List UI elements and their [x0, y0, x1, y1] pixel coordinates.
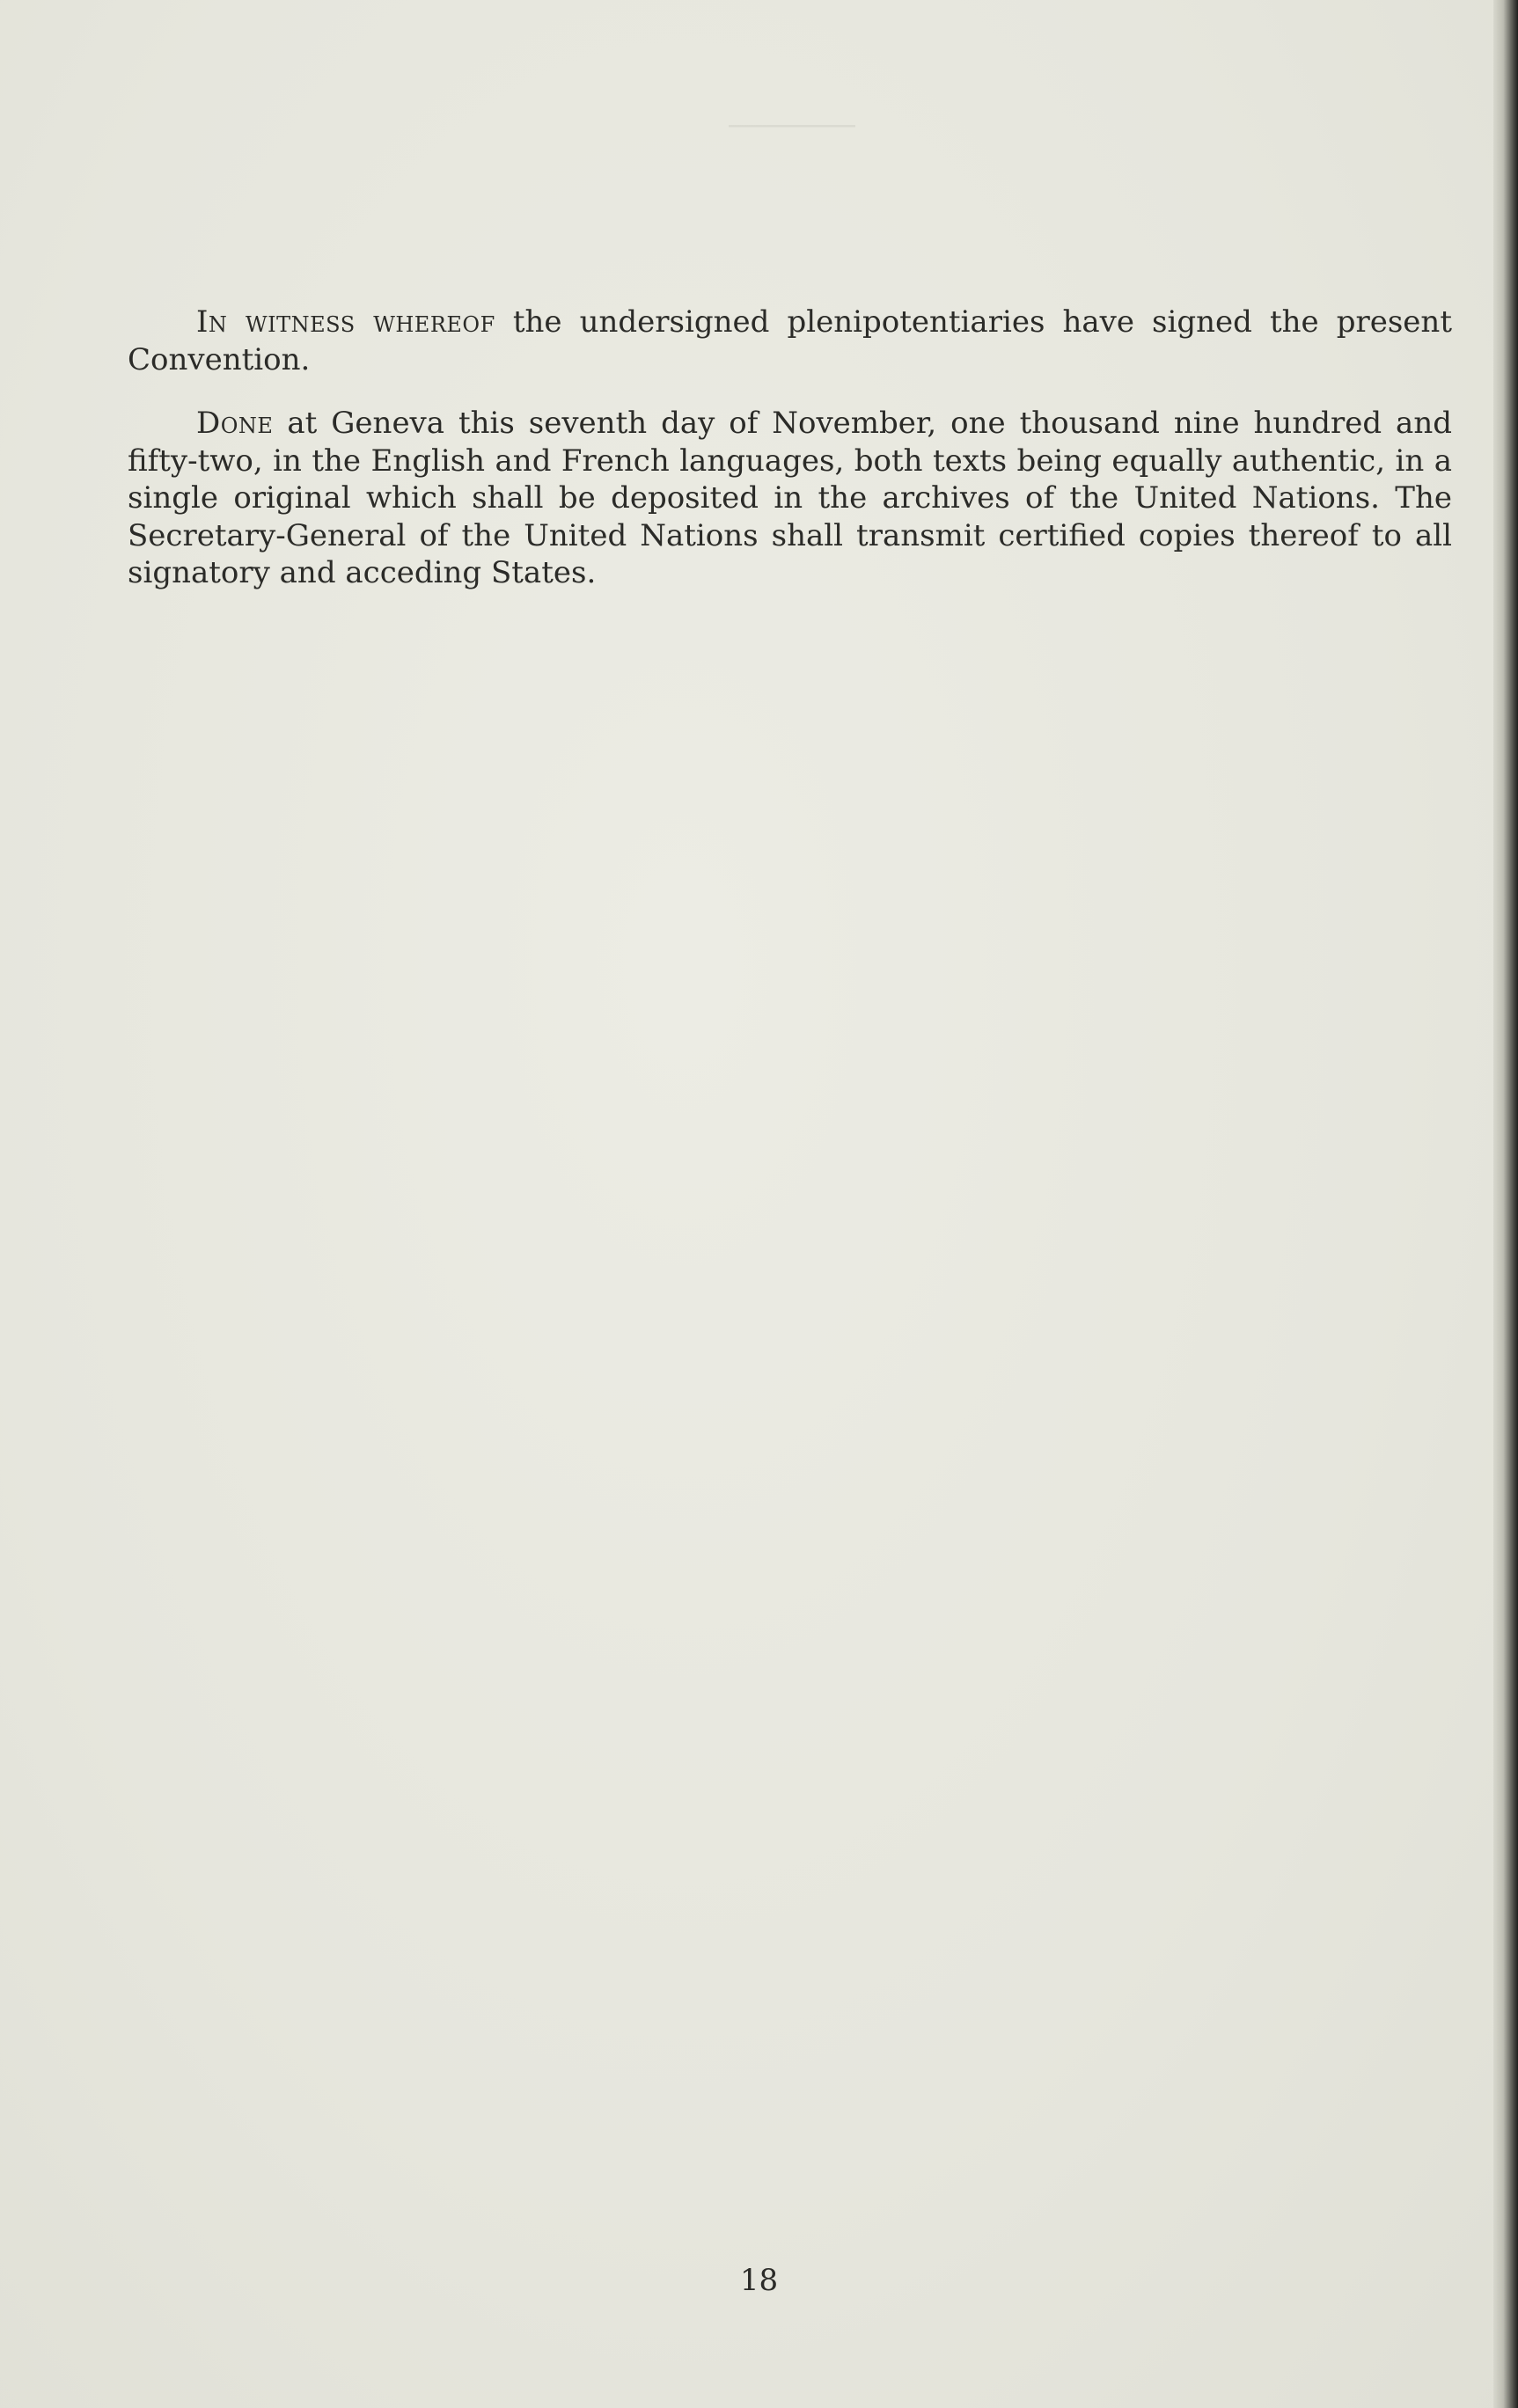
witness-paragraph [128, 304, 1452, 378]
page-number: 18 [739, 2263, 779, 2298]
done-paragraph [128, 405, 1452, 592]
done-lead: Done [196, 406, 274, 441]
document-body [128, 304, 1452, 618]
binding-spine [1493, 0, 1518, 2408]
show-through-header: ―――― [729, 106, 855, 143]
done-text: at Geneva this seventh day of November, one thousand nine hundred and fifty-two, in the English and French languages, both texts being equally authentic, in a single original which shall be deposited in the archives of the United Nations. The Secretary-General of the United Nations shall transmit certified copies thereof to all signatory and acceding States. [128, 406, 1452, 590]
witness-text: the undersigned plenipotentiaries have signed the present Convention. [128, 304, 1452, 377]
witness-lead: In witness whereof [196, 304, 495, 340]
